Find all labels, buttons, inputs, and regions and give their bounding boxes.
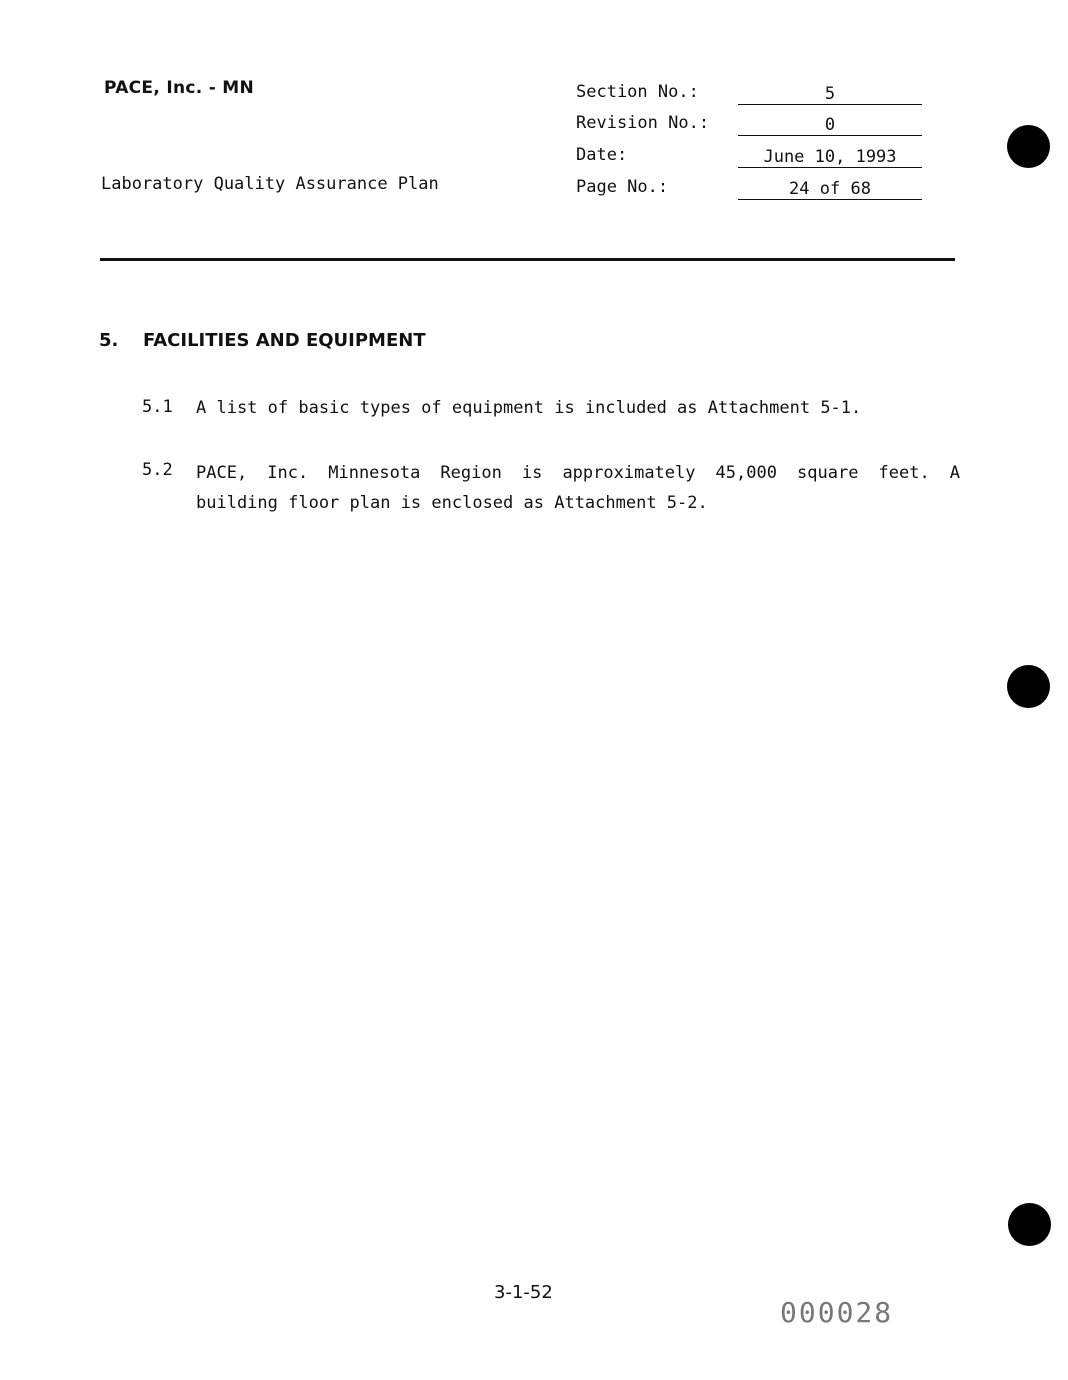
section-heading <box>99 330 426 351</box>
document-stamp: 000028 <box>780 1296 894 1329</box>
paragraph-text: PACE, Inc. Minnesota Region is approximately 45,000 square feet. A building floor plan is enclosed as Attachment 5-2. <box>196 463 960 513</box>
section-number: 5. <box>99 330 119 351</box>
plan-title: Laboratory Quality Assurance Plan <box>101 174 439 194</box>
page-no-value: 24 of 68 <box>738 175 922 200</box>
paragraph-number: 5.1 <box>142 397 173 417</box>
company-name: PACE, Inc. - MN <box>104 78 255 98</box>
section-no-value: 5 <box>738 80 922 105</box>
section-title: FACILITIES AND EQUIPMENT <box>143 330 426 351</box>
page-no-label: Page No.: <box>576 177 669 197</box>
date-value: June 10, 1993 <box>738 143 922 168</box>
punch-hole <box>1008 1203 1051 1246</box>
revision-no-label: Revision No.: <box>576 113 710 133</box>
header-divider <box>100 258 955 261</box>
date-label: Date: <box>576 145 628 165</box>
punch-hole <box>1007 665 1050 708</box>
punch-hole <box>1007 125 1050 168</box>
paragraph-number: 5.2 <box>142 460 173 480</box>
paragraph-text: A list of basic types of equipment is included as Attachment 5-1. <box>196 398 862 418</box>
page-number: 3-1-52 <box>494 1282 553 1303</box>
revision-no-value: 0 <box>738 111 922 136</box>
section-no-label: Section No.: <box>576 82 699 102</box>
